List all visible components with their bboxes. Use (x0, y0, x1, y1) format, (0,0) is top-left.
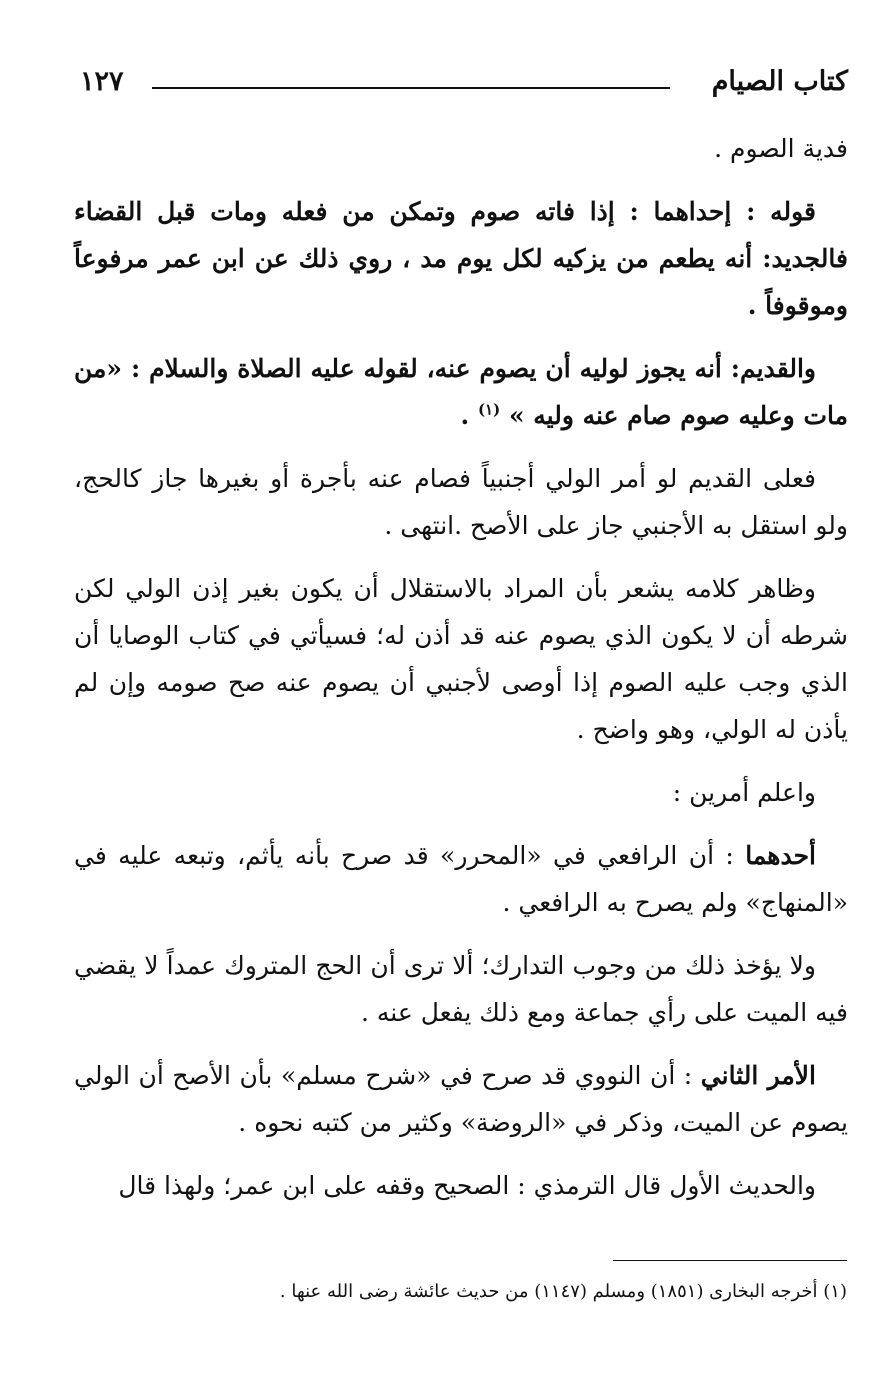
page-header (80, 60, 848, 110)
paragraph-6: واعلم أمرين : (672, 778, 816, 807)
paragraph-9-lead: الأمر الثاني (700, 1061, 816, 1090)
paragraph-7-lead: أحدهما (745, 841, 816, 870)
paragraph-3-text: والقديم: أنه يجوز لوليه أن يصوم عنه، لقوله عليه الصلاة والسلام : «من مات وعليه صوم صام عنه وليه » (74, 354, 848, 430)
header-rule (152, 87, 670, 89)
main-text (74, 125, 848, 1209)
paragraph-5: وظاهر كلامه يشعر بأن المراد بالاستقلال أن يكون بغير إذن الولي لكن شرطه أن لا يكون الذي يصوم عنه قد أذن له؛ فسيأتي في كتاب الوصايا أن الذي وجب عليه الصوم إذا أوصى لأجنبي أن يصوم عنه صح صومه وإن لم يأذن له الولي، وهو واضح . (74, 574, 848, 744)
paragraph-9 (74, 1052, 848, 1146)
paragraph-2: قوله : إحداهما : إذا فاته صوم وتمكن من فعله ومات قبل القضاء فالجديد: أنه يطعم من يزكيه لكل يوم مد ، روي ذلك عن ابن عمر مرفوعاً وموقوفاً . (74, 197, 848, 320)
footnote: (١) أخرجه البخارى (١٨٥١) ومسلم (١١٤٧) من حديث عائشة رضى الله عنها . (279, 1281, 847, 1302)
paragraph-3 (74, 345, 848, 439)
paragraph-4: فعلى القديم لو أمر الولي أجنبياً فصام عنه بأجرة أو بغيرها جاز كالحج، ولو استقل به الأجنبي جاز على الأصح .انتهى . (74, 464, 848, 540)
footnote-separator (613, 1260, 847, 1261)
paragraph-1: فدية الصوم . (714, 134, 848, 163)
chapter-title: كتاب الصيام (711, 66, 848, 97)
paragraph-10: والحديث الأول قال الترمذي : الصحيح وقفه على ابن عمر؛ ولهذا قال (118, 1171, 816, 1200)
paragraph-8: ولا يؤخذ ذلك من وجوب التدارك؛ ألا ترى أن الحج المتروك عمداً لا يقضي فيه الميت على رأي جماعة ومع ذلك يفعل عنه . (74, 951, 848, 1027)
paragraph-9-text: : أن النووي قد صرح في «شرح مسلم» بأن الأصح أن الولي يصوم عن الميت، وذكر في «الروضة» وكثير من كتبه نحوه . (74, 1061, 848, 1137)
paragraph-7 (74, 832, 848, 926)
paragraph-7-text: : أن الرافعي في «المحرر» قد صرح بأنه يأثم، وتبعه عليه في «المنهاج» ولم يصرح به الرافعي . (74, 841, 848, 917)
page-number: ١٢٧ (80, 66, 124, 97)
paragraph-3-end: . (460, 401, 478, 430)
footnote-reference: (١) (477, 400, 501, 419)
